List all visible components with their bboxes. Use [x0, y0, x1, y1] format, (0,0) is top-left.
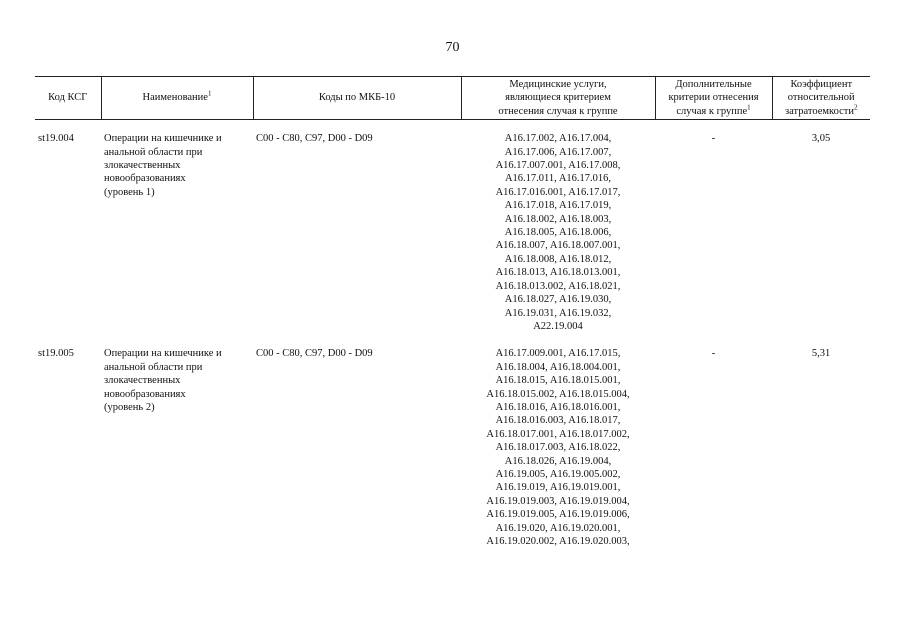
service-code-line: A16.19.020.002, A16.19.020.003, — [486, 536, 630, 547]
service-code-line: A16.18.004, A16.18.004.001, — [495, 361, 621, 373]
service-code-line: A16.18.017.003, A16.18.022, — [495, 442, 621, 454]
name-line: злокачественных — [104, 375, 181, 387]
name-line: новообразованиях — [104, 173, 186, 185]
medical-services-cell — [461, 347, 655, 548]
ksg-code-cell: st19.005 — [38, 348, 74, 360]
page-number: 70 — [445, 40, 460, 55]
service-code-line: A16.17.007.001, A16.17.008, — [495, 160, 621, 172]
table-row — [35, 347, 870, 548]
ksg-code-cell: st19.004 — [38, 133, 74, 145]
ksg-name-cell — [101, 347, 253, 548]
footnote-mark: 1 — [747, 103, 751, 112]
service-code-line: A16.18.015, A16.18.015.001, — [495, 375, 621, 387]
service-code-line: A16.18.015.002, A16.18.015.004, — [486, 388, 630, 400]
service-code-line: A16.18.026, A16.19.004, — [504, 455, 612, 467]
service-code-line: A22.19.004 — [533, 320, 583, 332]
service-code-line: A16.17.018, A16.17.019, — [504, 200, 612, 212]
service-code-line: A16.18.013, A16.18.013.001, — [495, 267, 621, 279]
header-name: Наименование$^1$ — [101, 77, 253, 120]
mkb-codes-cell: C00 - C80, C97, D00 - D09 — [256, 348, 373, 360]
service-code-line: A16.17.006, A16.17.007, — [504, 146, 612, 158]
service-code-line: A16.18.017.001, A16.18.017.002, — [486, 428, 630, 440]
ksg-name-cell — [101, 132, 253, 333]
additional-criteria-cell: - — [711, 133, 716, 145]
name-line: новообразованиях — [104, 388, 186, 400]
service-code-line: A16.17.011, A16.17.016, — [504, 173, 612, 185]
service-code-line: A16.17.016.001, A16.17.017, — [495, 186, 621, 198]
header-coef: Коэффициент относительной затратоемкости$^2$ — [772, 77, 870, 120]
service-code-line: A16.19.031, A16.19.032, — [504, 307, 612, 319]
footnote-mark: 1 — [207, 89, 212, 98]
name-line: злокачественных — [104, 160, 181, 172]
name-line: анальной области при — [104, 361, 203, 373]
header-services: Медицинские услуги, являющиеся критерием отнесения случая к группе — [461, 77, 655, 120]
service-code-line: A16.17.002, A16.17.004, — [504, 133, 612, 145]
name-line: (уровень 2) — [104, 401, 155, 413]
service-code-line: A16.18.016.003, A16.18.017, — [495, 415, 621, 427]
service-code-line: A16.18.016, A16.18.016.001, — [495, 401, 621, 413]
service-code-line: A16.19.019.005, A16.19.019.006, — [486, 509, 630, 521]
table-header-row — [35, 77, 870, 120]
name-line: анальной области при — [104, 146, 203, 158]
mkb-codes-cell: C00 - C80, C97, D00 - D09 — [256, 133, 373, 145]
service-code-line: A16.18.005, A16.18.006, — [504, 227, 612, 239]
service-code-line: A16.18.002, A16.18.003, — [504, 213, 612, 225]
coefficient-cell: 5,31 — [811, 348, 831, 360]
name-line: Операции на кишечнике и — [104, 133, 222, 145]
additional-criteria-cell: - — [711, 348, 716, 360]
header-criteria: Дополнительные критерии отнесения случая к группе$^1$ — [655, 77, 772, 120]
service-code-line: A16.17.009.001, A16.17.015, — [495, 348, 621, 360]
name-line: Операции на кишечнике и — [104, 348, 222, 360]
service-code-line: A16.19.005, A16.19.005.002, — [495, 468, 621, 480]
name-line: (уровень 1) — [104, 186, 155, 198]
service-code-line: A16.19.019.003, A16.19.019.004, — [486, 495, 630, 507]
footnote-mark: 2 — [853, 103, 858, 112]
service-code-line: A16.19.020, A16.19.020.001, — [495, 522, 621, 534]
medical-services-cell — [461, 132, 655, 333]
service-code-line: A16.18.013.002, A16.18.021, — [495, 280, 621, 292]
header-mkb: Коды по МКБ-10 — [253, 77, 461, 120]
ksg-table — [35, 76, 870, 548]
service-code-line: A16.18.008, A16.18.012, — [504, 253, 612, 265]
service-code-line: A16.18.007, A16.18.007.001, — [495, 240, 621, 252]
header-code: Код КСГ — [35, 77, 101, 120]
service-code-line: A16.18.027, A16.19.030, — [504, 294, 612, 306]
service-code-line: A16.19.019, A16.19.019.001, — [495, 482, 621, 494]
table-row — [35, 132, 870, 333]
coefficient-cell: 3,05 — [811, 133, 831, 145]
